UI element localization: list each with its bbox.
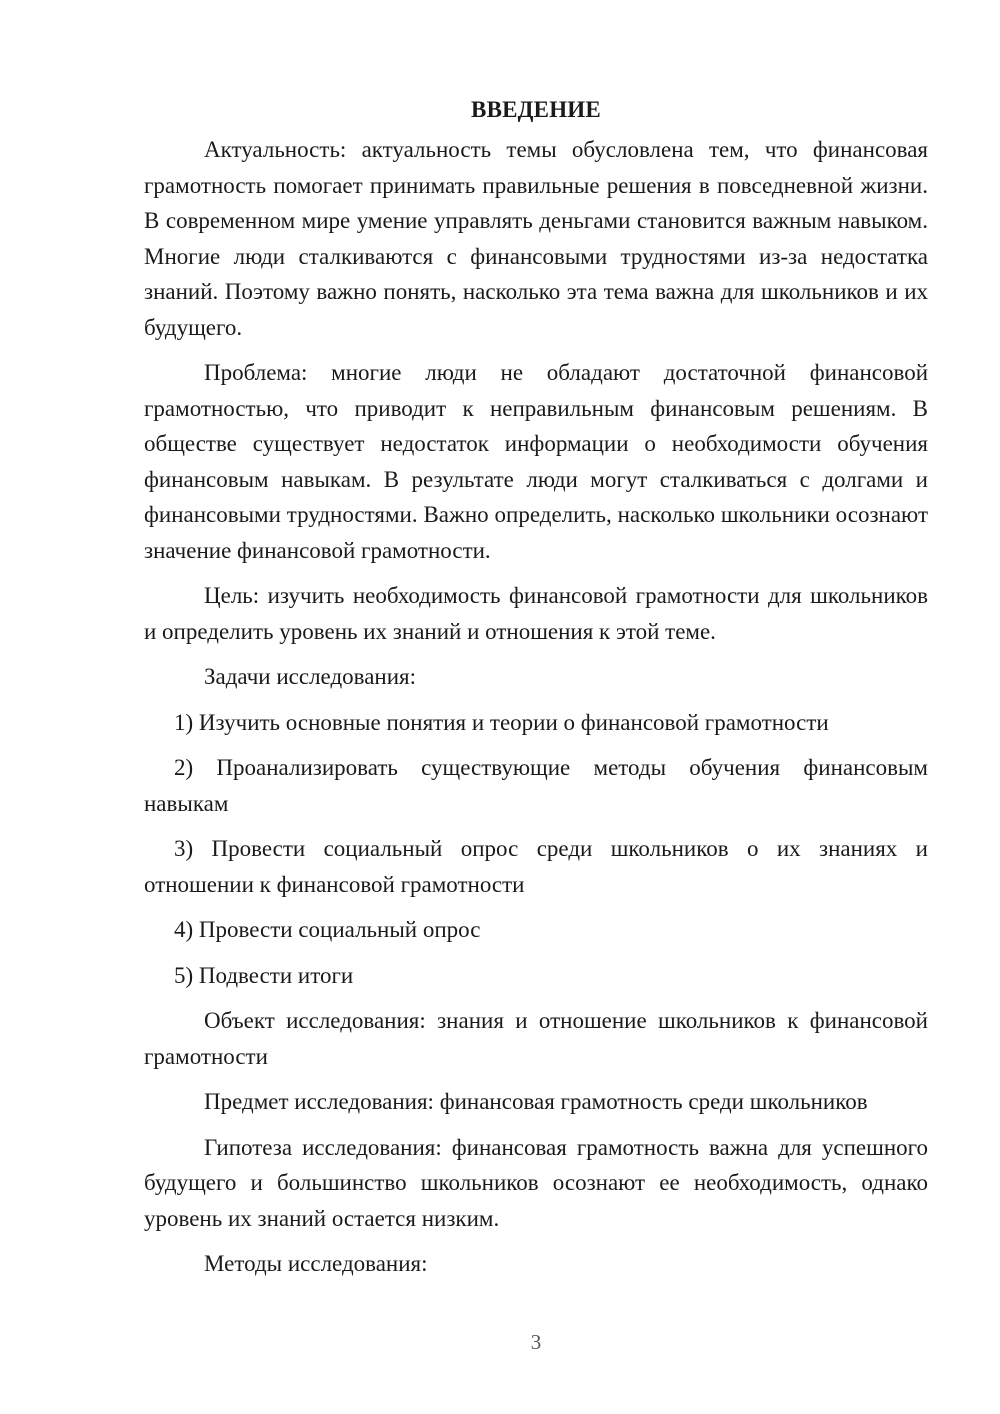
task-item-5: 5) Подвести итоги <box>174 962 354 988</box>
paragraph-methods-title: Методы исследования: <box>204 1251 428 1276</box>
task-item-2: 2) Проанализировать существующие методы обучения финансовым навыкам <box>144 755 928 816</box>
paragraph-tasks-title: Задачи исследования: <box>204 664 417 689</box>
section-heading: ВВЕДЕНИЕ <box>471 97 601 122</box>
document-page <box>144 92 928 1292</box>
paragraph-problem: Проблема: многие люди не обладают достаточной финансовой грамотностью, что приводит к неправильным финансовым решениям. В обществе существует недостаток информации о необходимости обучения финансовым навыкам. В результате люди могут сталкиваться с долгами и финансовыми трудностями. Важно определить, насколько школьники осознают значение финансовой грамотности. <box>144 360 928 563</box>
paragraph-goal: Цель: изучить необходимость финансовой грамотности для школьников и определить уровень их знаний и отношения к этой теме. <box>144 583 928 644</box>
paragraph-object: Объект исследования: знания и отношение школьников к финансовой грамотности <box>144 1008 928 1069</box>
task-item-3: 3) Провести социальный опрос среди школьников о их знаниях и отношении к финансовой грамотности <box>144 836 928 897</box>
page-number: 3 <box>530 1330 542 1354</box>
task-item-4: 4) Провести социальный опрос <box>174 917 481 942</box>
paragraph-relevance: Актуальность: актуальность темы обусловлена тем, что финансовая грамотность помогает принимать правильные решения в повседневной жизни. В современном мире умение управлять деньгами становится важным навыком. Многие люди сталкиваются с финансовыми трудностями из-за недостатка знаний. Поэтому важно понять, насколько эта тема важна для школьников и их будущего. <box>144 137 928 340</box>
paragraph-hypothesis: Гипотеза исследования: финансовая грамотность важна для успешного будущего и большинство школьников осознают ее необходимость, однако уровень их знаний остается низким. <box>144 1134 928 1231</box>
paragraph-subject: Предмет исследования: финансовая грамотность среди школьников <box>204 1089 868 1114</box>
task-item-1: 1) Изучить основные понятия и теории о финансовой грамотности <box>174 709 829 735</box>
